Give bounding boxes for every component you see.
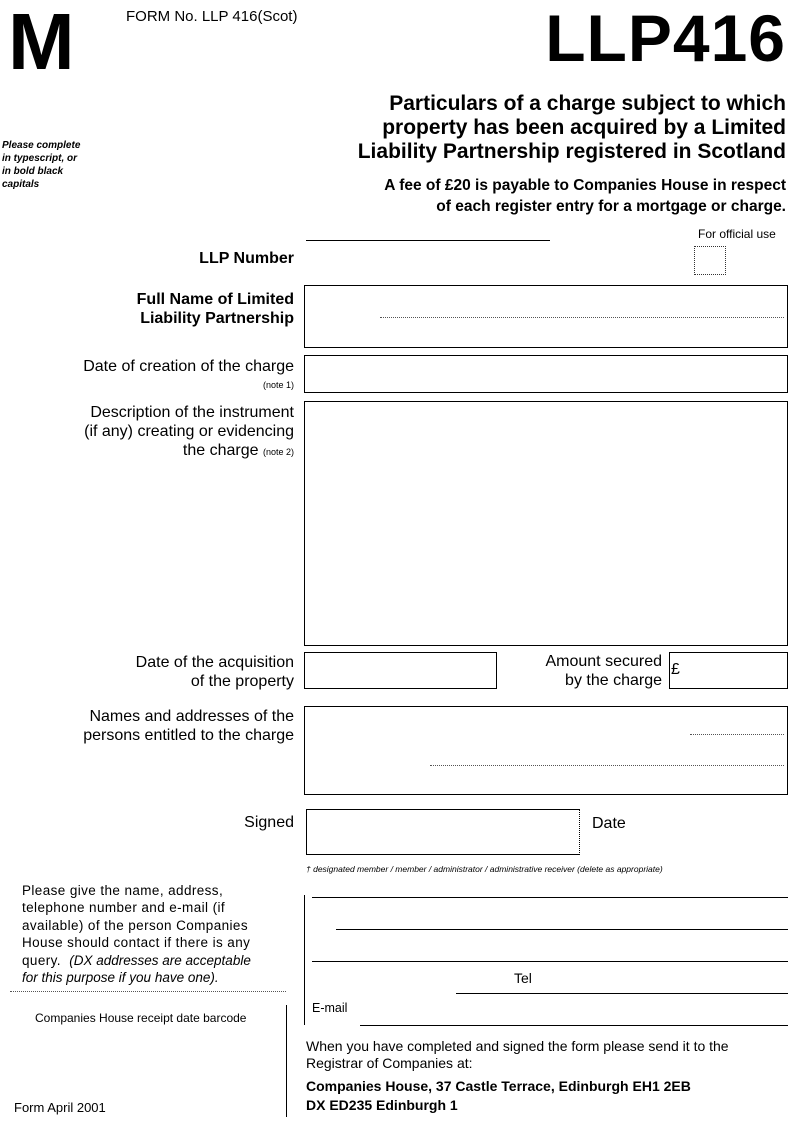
- amount-label-line-2: by the charge: [565, 672, 662, 689]
- side-note-line-4: capitals: [2, 179, 40, 190]
- side-note: [2, 139, 80, 191]
- contact-line-5: [22, 952, 270, 969]
- address-line-1: Companies House, 37 Castle Terrace, Edinburgh EH1 2EB: [306, 1078, 691, 1094]
- designation-note: † designated member / member / administrator / administrative receiver (delete as appropriate): [306, 864, 663, 874]
- date-creation-note: (note 1): [262, 380, 294, 390]
- barcode-label: Companies House receipt date barcode: [35, 1011, 247, 1025]
- full-name-label-line-2: Liability Partnership: [140, 310, 294, 327]
- address-line-2: DX ED235 Edinburgh 1: [306, 1097, 458, 1113]
- full-name-guide: [380, 317, 784, 318]
- contact-line-5-italic: (DX addresses are acceptable: [69, 952, 251, 968]
- signature-field[interactable]: [306, 809, 580, 855]
- form-letter: M: [8, 0, 73, 86]
- description-label-line-1: Description of the instrument: [90, 404, 294, 421]
- contact-line-6: for this purpose if you have one).: [22, 970, 219, 986]
- signed-date-field[interactable]: [630, 809, 788, 855]
- names-label-line-1: Names and addresses of the: [89, 708, 294, 725]
- description-label-line-3: [84, 441, 294, 462]
- description-field[interactable]: [304, 401, 788, 646]
- side-note-line-1: Please complete: [2, 140, 81, 151]
- form-date: Form April 2001: [14, 1100, 106, 1115]
- form-code: LLP416: [545, 1, 786, 75]
- send-line-1: When you have completed and signed the form please send it to the: [306, 1038, 729, 1054]
- title-line-1: Particulars of a charge subject to which: [389, 92, 786, 115]
- send-instructions: [306, 1038, 729, 1072]
- side-note-line-2: in typescript, or: [2, 153, 78, 164]
- names-label: [83, 707, 294, 745]
- contact-line-3: available) of the person Companies: [22, 917, 248, 933]
- acquisition-label: [136, 653, 294, 691]
- names-field[interactable]: [304, 706, 788, 795]
- acquisition-label-line-1: Date of the acquisition: [135, 654, 294, 671]
- email-line[interactable]: [360, 1025, 788, 1026]
- contact-line-b[interactable]: [336, 929, 788, 930]
- tel-label: Tel: [514, 970, 532, 986]
- full-name-label-line-1: Full Name of Limited: [136, 291, 294, 308]
- title-line-3: Liability Partnership registered in Scotland: [357, 140, 786, 163]
- names-guide-2: [430, 765, 784, 766]
- contact-line-4: House should contact if there is any: [22, 935, 251, 951]
- send-line-2: Registrar of Companies at:: [306, 1055, 473, 1071]
- full-name-label: [137, 290, 294, 328]
- contact-line-5-text: query.: [22, 952, 61, 968]
- contact-line-c[interactable]: [312, 961, 788, 962]
- llp-number-label: LLP Number: [199, 250, 294, 267]
- llp-number-field[interactable]: [304, 244, 684, 276]
- fee-line-1: A fee of £20 is payable to Companies House in respect: [384, 177, 786, 194]
- signature-divider: [579, 809, 580, 855]
- official-use-label: For official use: [698, 227, 776, 241]
- contact-instructions: [22, 882, 270, 986]
- names-guide-1: [690, 734, 784, 735]
- form-number: FORM No. LLP 416(Scot): [126, 8, 298, 25]
- barcode-box-right-edge: [286, 1005, 287, 1117]
- date-label: Date: [592, 815, 626, 832]
- names-label-line-2: persons entitled to the charge: [83, 727, 294, 744]
- email-label: E-mail: [312, 1001, 348, 1015]
- date-creation-label: Date of creation of the charge: [83, 358, 294, 375]
- description-label-line-2: (if any) creating or evidencing: [84, 423, 294, 440]
- currency-symbol: £: [671, 661, 680, 678]
- side-note-line-3: in bold black: [2, 166, 64, 177]
- contact-separator: [10, 991, 286, 992]
- description-note: (note 2): [262, 447, 294, 457]
- acquisition-label-line-2: of the property: [190, 673, 294, 690]
- acquisition-date-field[interactable]: [304, 652, 497, 689]
- amount-field[interactable]: [669, 652, 788, 689]
- signed-label: Signed: [244, 814, 294, 831]
- contact-line-2: telephone number and e-mail (if: [22, 900, 226, 916]
- title-line-2: property has been acquired by a Limited: [382, 116, 786, 139]
- fee-line-2: of each register entry for a mortgage or charge.: [436, 198, 786, 215]
- contact-line-1: Please give the name, address,: [22, 883, 224, 898]
- official-use-box: [694, 246, 726, 275]
- amount-label-line-1: Amount secured: [545, 653, 662, 670]
- description-label: [84, 403, 294, 462]
- description-label-line-3-text: the charge: [182, 442, 259, 459]
- registrar-address: [306, 1077, 691, 1115]
- form-title: [358, 92, 786, 164]
- llp-number-top-line: [306, 240, 550, 241]
- tel-line[interactable]: [456, 993, 788, 994]
- date-creation-field[interactable]: [304, 355, 788, 393]
- amount-label: [545, 652, 662, 690]
- contact-box-left-edge: [304, 895, 305, 1025]
- contact-line-a[interactable]: [312, 897, 788, 898]
- fee-notice: [384, 175, 786, 217]
